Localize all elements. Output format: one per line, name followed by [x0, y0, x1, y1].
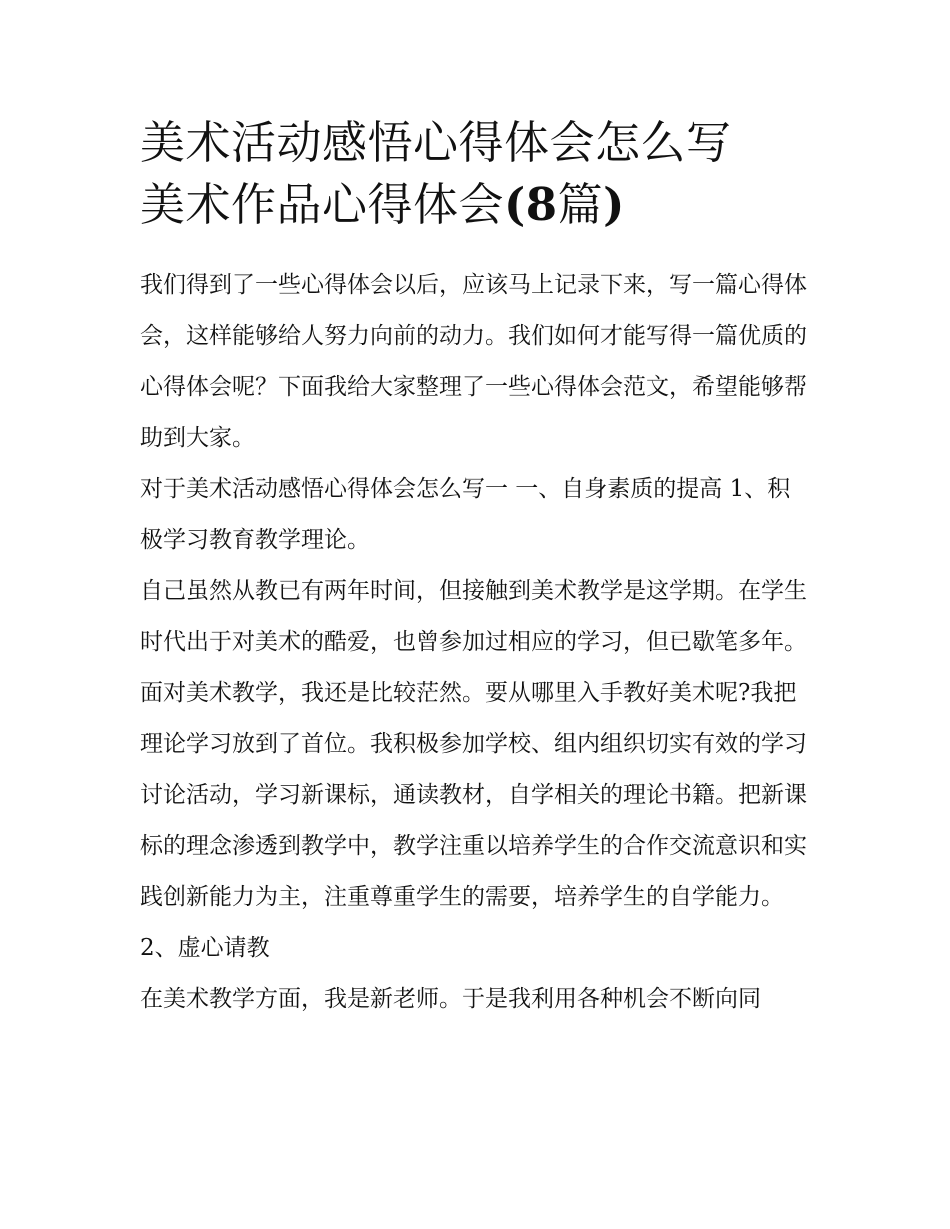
title-line-2-close: ) [603, 178, 625, 231]
paragraph-section-1: 对于美术活动感悟心得体会怎么写一 一、自身素质的提高 1、积极学习教育教学理论。 [140, 476, 791, 553]
paragraph-ask-advice: 在美术教学方面，我是新老师。于是我利用各种机会不断向同 [140, 986, 761, 1012]
title-spacer [140, 236, 812, 260]
title-line-2-suffix: 篇 [557, 178, 604, 231]
document-title [140, 112, 812, 236]
document-content [140, 112, 812, 1025]
title-line-2-prefix: 美术作品心得体会 [140, 178, 505, 231]
paragraph-self-study: 自己虽然从教已有两年时间，但接触到美术教学是这学期。在学生时代出于对美术的酷爱，也曾参加过相应的学习，但已歇笔多年。面对美术教学，我还是比较茫然。要从哪里入手教好美术呢?我把理论学习放到了首位。我积极参加学校、组内组织切实有效的学习讨论活动，学习新课标，通读教材，自学相关的理论书籍。把新课标的理念渗透到教学中，教学注重以培养学生的合作交流意识和实践创新能力为主，注重尊重学生的需要，培养学生的自学能力。 [140, 578, 807, 910]
title-line-1: 美术活动感悟心得体会怎么写 [140, 116, 732, 169]
title-line-2-count: (8 [504, 178, 558, 231]
paragraph-heading-2: 2、虚心请教 [140, 935, 270, 961]
paragraph-intro: 我们得到了一些心得体会以后，应该马上记录下来，写一篇心得体会，这样能够给人努力向前的动力。我们如何才能写得一篇优质的心得体会呢？下面我给大家整理了一些心得体会范文，希望能够帮助到大家。 [140, 272, 807, 451]
